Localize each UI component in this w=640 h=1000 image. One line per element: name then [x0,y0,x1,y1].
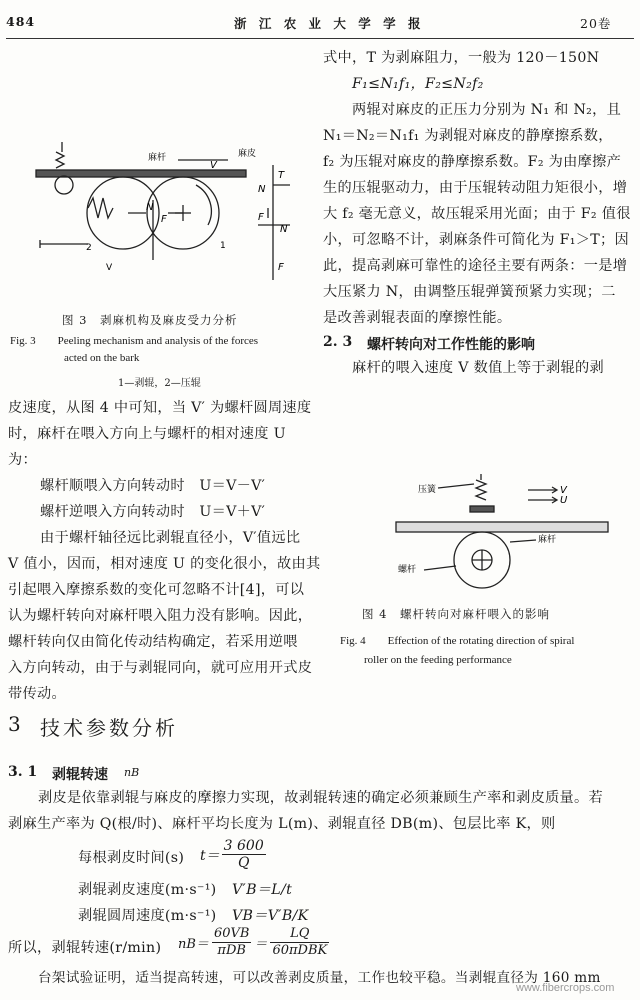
eq1-lhs: t＝ [200,847,220,864]
right-line-4: f₂ 为压辊对麻皮的静摩擦系数。F₂ 为由摩擦产 [323,154,622,170]
eq4 [178,926,329,959]
eq1 [200,838,266,871]
right-line-2: 两辊对麻皮的正压力分别为 N₁ 和 N₂，且 [352,102,622,118]
journal-title: 浙 江 农 业 大 学 学 报 [234,16,425,31]
left-line-5: 螺杆逆喂入方向转动时 U＝V＋V′ [40,504,266,520]
fig3-legend: 1—剥辊，2—压辊 [118,378,201,389]
fig4-caption-en-1: Fig. 4 Effection of the rotating direction of spiral [340,635,575,647]
fig3-label-v: V [210,160,217,171]
subsection-3-1-number: 3. 1 [8,764,38,780]
right-line-3: N₁＝N₂＝N₁f₁ 为剥辊对麻皮的静摩擦系数， [323,128,613,144]
body-last-line: 台架试验证明，适当提高转速，可以改善剥皮质量，工作也较平稳。当剥辊直径为 160 mm [38,970,601,986]
fig3-label-bark: 麻皮 [238,149,257,159]
fig4-caption-cn: 图 4 螺杆转向对麻杆喂入的影响 [362,607,550,621]
fig3-label-f: F [161,214,167,225]
left-line-1: 皮速度，从图 4 中可知，当 V′ 为螺杆圆周速度 [8,400,312,416]
section-3-title: 技术参数分析 [40,716,178,740]
fig3-label-n2: N [258,184,266,195]
fig3-label-f2: F [258,212,264,223]
eq3-label: 剥辊圆周速度(m·s⁻¹) [78,908,217,924]
left-line-7: V 值小，因而，相对速度 U 的变化很小，故由其 [8,556,321,572]
eq4-denominator-2: 60πDBK [272,943,328,958]
right-line-11: 麻杆的喂入速度 V 数值上等于剥辊的剥 [352,360,604,376]
left-line-2: 时，麻杆在喂入方向上与螺杆的相对速度 U [8,426,286,442]
fig3-label-f3: F [278,262,284,273]
fig3-label-n: N [146,202,154,213]
right-line-9: 大压紧力 N，由调整压辊弹簧预紧力实现；二 [323,284,616,300]
fig3-label-stalk: 麻杆 [148,153,167,163]
fig3-label-t: T [278,170,285,181]
right-line-7: 小，可忽略不计，剥麻条件可简化为 F₁＞T；因 [323,232,629,248]
body-paragraph-1: 剥皮是依靠剥辊与麻皮的摩擦力实现，故剥辊转速的确定必须兼顾生产率和剥皮质量。若 [38,790,604,806]
page-number: 484 [6,14,36,29]
header-rule [6,38,634,39]
left-line-10: 螺杆转向仅由简化传动结构确定，若采用逆喂 [8,634,298,650]
subsection-2-3-number: 2. 3 [323,334,353,350]
fig4-label-spring: 压簧 [418,485,437,495]
eq4-equals: ＝ [254,937,268,952]
subsection-3-1-title: 剥辊转速 [52,767,108,783]
right-line-6: 大 f₂ 毫无意义，故压辊采用光面；由于 F₂ 值很 [323,206,631,222]
fig4-caption-en-2: roller on the feeding performance [364,654,512,666]
eq1-label: 每根剥皮时间(s) [78,850,185,866]
body-paragraph-2: 剥麻生产率为 Q(根/时)、麻杆平均长度为 L(m)、剥辊直径 DB(m)、包层比率 K，则 [8,816,556,832]
fig3-label-1: 1 [220,241,226,251]
subsection-2-3-title: 螺杆转向对工作性能的影响 [367,337,535,353]
fig4-label-v: V [560,485,567,496]
eq4-numerator-1: 60VB [213,926,250,941]
eq4-label: 所以，剥辊转速(r/min) [8,940,162,956]
eq4-fraction-1 [212,926,251,959]
section-3-number: 3 [8,712,24,736]
left-line-8: 引起喂入摩擦系数的变化可忽略不计[4]，可以 [8,582,305,598]
fig4-label-u: U [560,495,568,506]
eq4-fraction-2 [270,926,329,959]
eq1-numerator: 3 600 [223,838,264,854]
volume-label: 20卷 [580,16,612,31]
right-line-5: 生的压辊驱动力，由于压辊转动阻力矩很小，增 [323,180,628,196]
right-line-10: 是改善剥辊表面的摩擦性能。 [323,310,512,326]
eq4-denominator-1: πDB [217,943,246,958]
figure-4-diagram [378,470,618,600]
eq2: V′B＝L/t [232,882,293,898]
fig3-caption-en-2: acted on the bark [64,352,140,364]
left-line-6: 由于螺杆轴径远比剥辊直径小，V′值远比 [40,530,301,546]
eq1-denominator: Q [237,855,250,871]
eq3: VB＝V′B/K [232,908,309,924]
figure-3-diagram [28,130,308,280]
fig4-label-spiral: 螺杆 [398,565,417,575]
fig3-label-2: 2 [86,243,92,253]
eq4-lhs: nB＝ [178,937,209,952]
left-line-4: 螺杆顺喂入方向转动时 U＝V－V′ [40,478,266,494]
right-equation: F₁≤N₁f₁，F₂≤N₂f₂ [352,76,484,92]
subsection-3-1-symbol: nB [124,766,140,779]
eq4-numerator-2: LQ [270,926,329,943]
fig4-label-stalk: 麻杆 [538,535,557,545]
left-line-11: 入方向转动，由于与剥辊同向，就可应用开式皮 [8,660,313,676]
watermark: www.fibercrops.com [516,982,615,994]
fig3-caption-en-1: Fig. 3 Peeling mechanism and analysis of the forces [10,335,259,347]
eq2-label: 剥辊剥皮速度(m·s⁻¹) [78,882,217,898]
right-line-8: 此，提高剥麻可靠性的途径主要有两条：一是增 [323,258,628,274]
left-line-12: 带传动。 [8,686,66,702]
left-line-9: 认为螺杆转向对麻杆喂入阻力没有影响。因此， [8,608,313,624]
right-line-1: 式中，T 为剥麻阻力，一般为 120－150N [323,50,600,66]
eq1-fraction [222,838,266,871]
left-line-3: 为： [8,452,37,468]
fig3-label-3: V [106,263,113,273]
fig3-caption-cn: 图 3 剥麻机构及麻皮受力分析 [62,313,238,327]
fig3-label-n3: N [280,224,288,235]
